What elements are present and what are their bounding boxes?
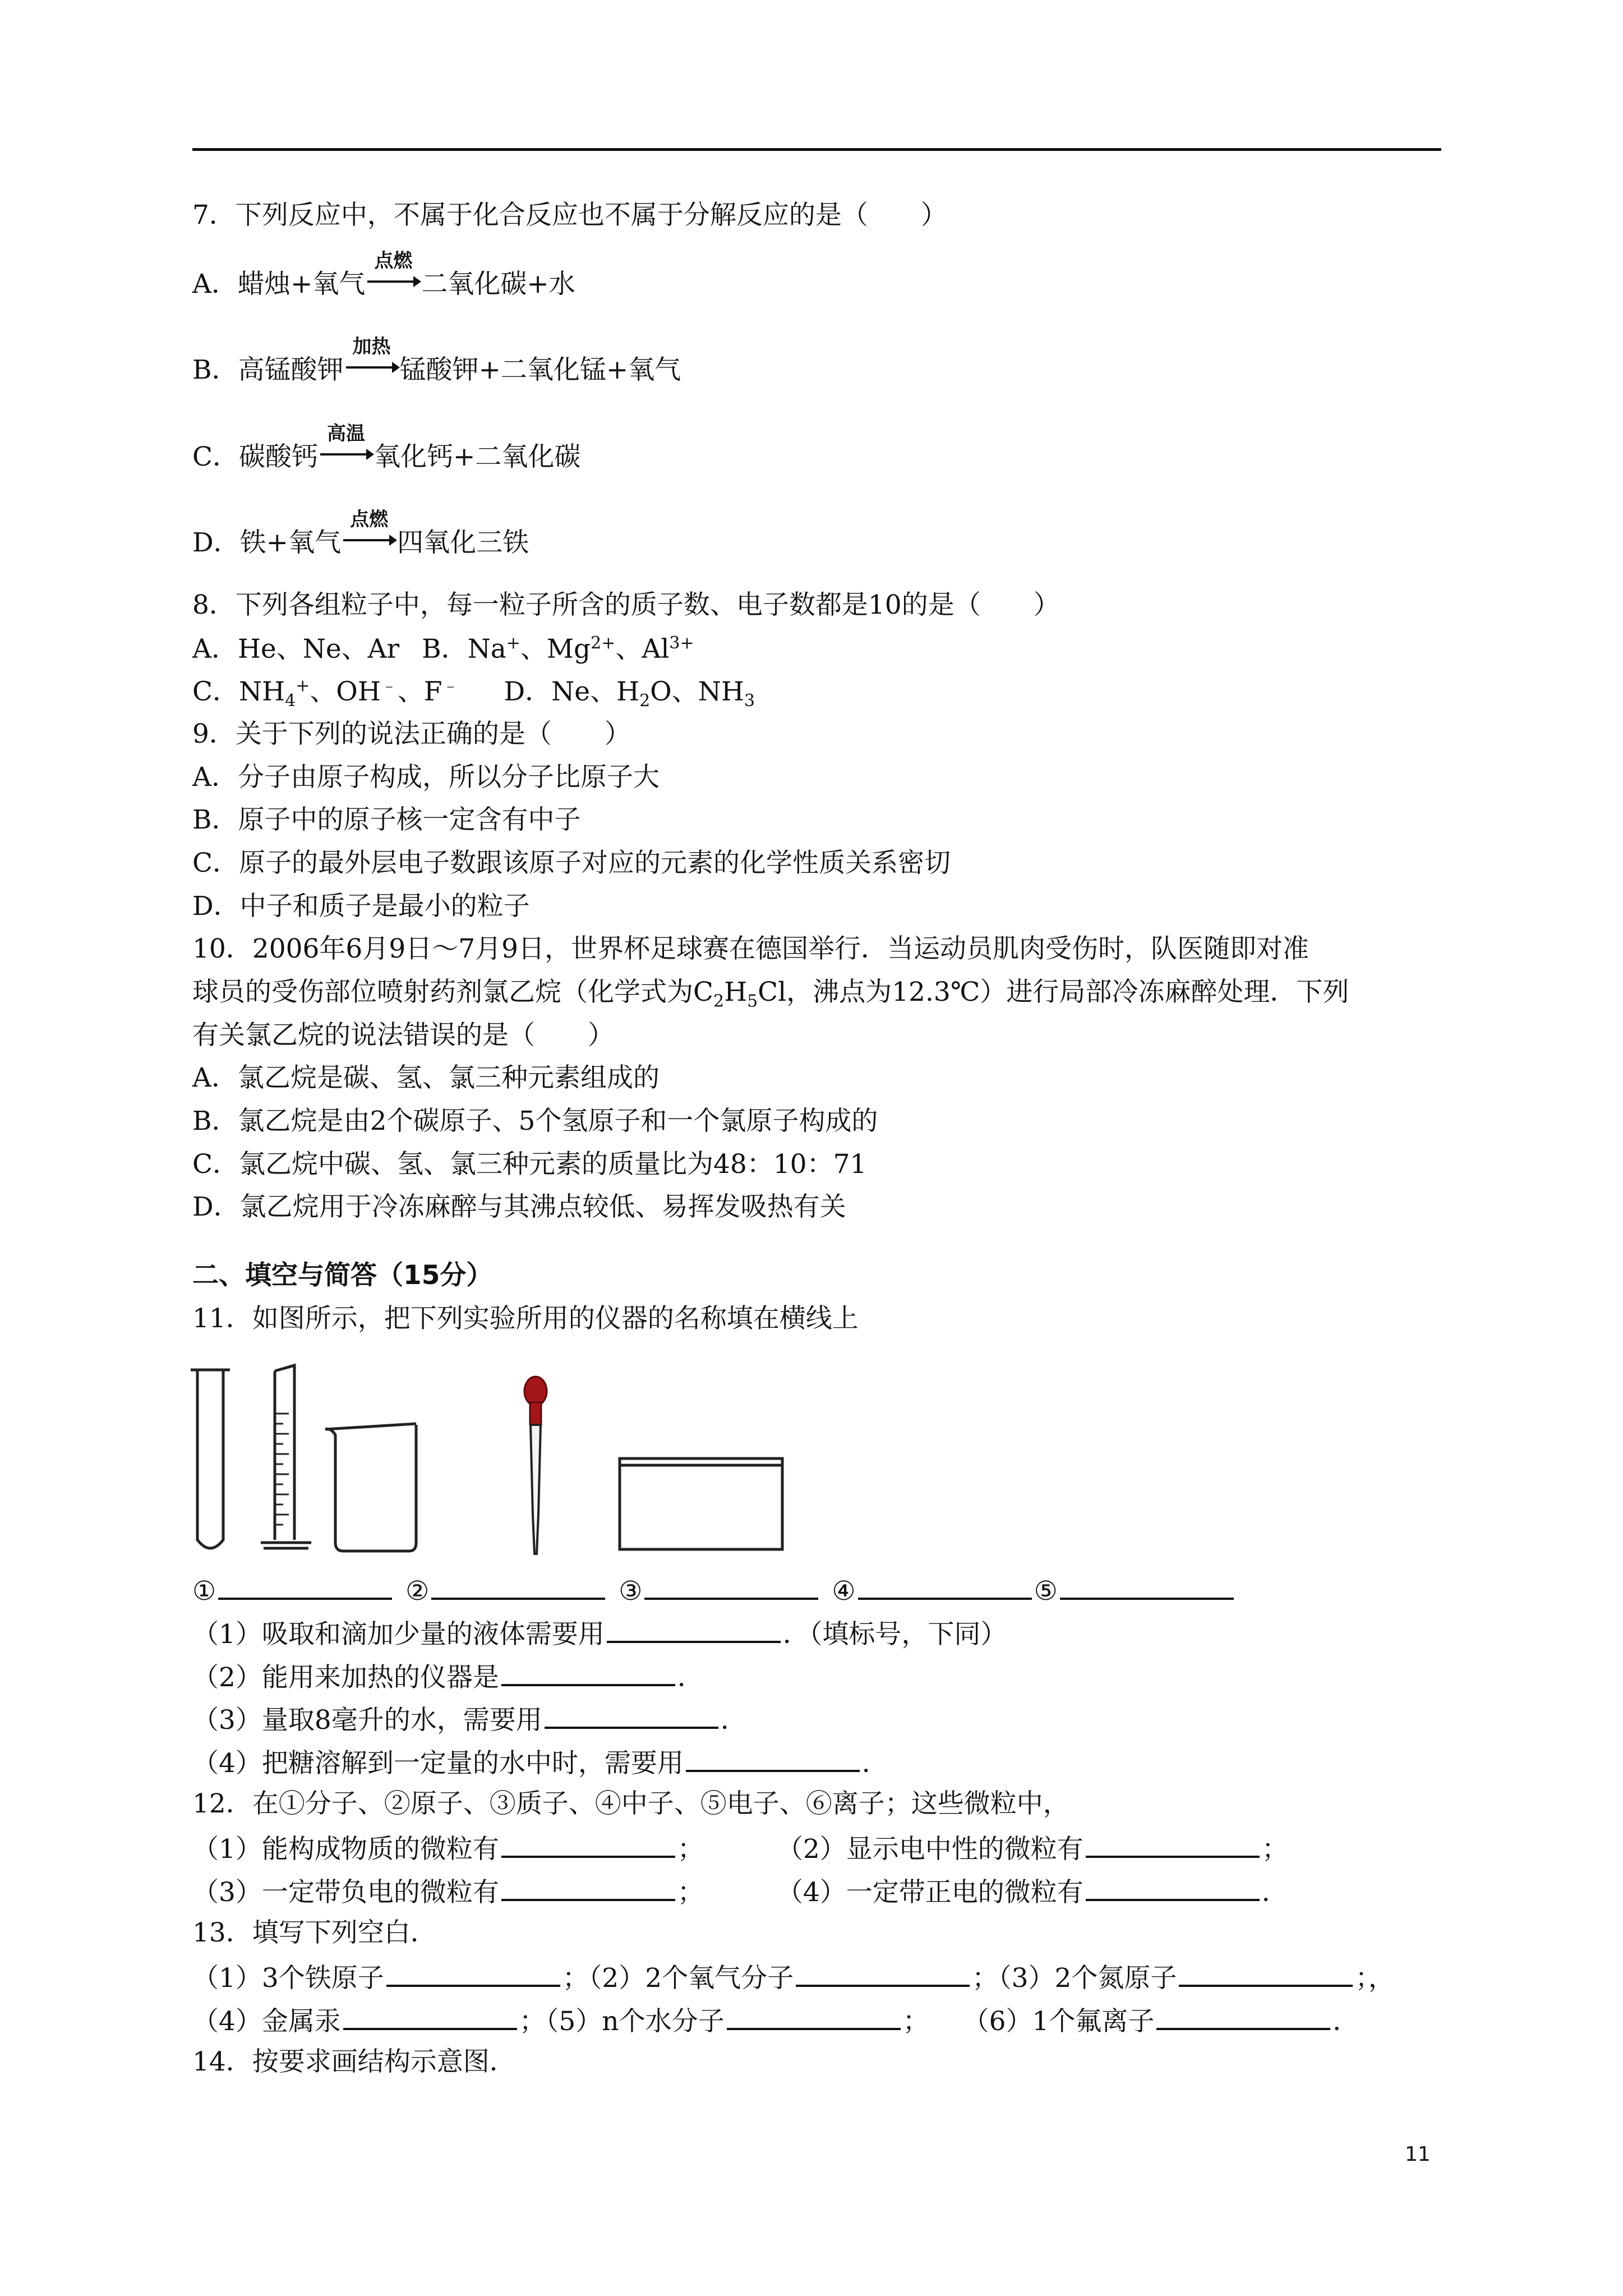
q12-stem: 12．在①分子、②原子、③质子、④中子、⑤电子、⑥离子；这些微粒中， bbox=[192, 1788, 1069, 1819]
q13-row-1: （1）3个铁原子 ；（2）2个氧气分子 ；（3）2个氮原子 ；， bbox=[192, 1963, 1395, 1994]
header-rule bbox=[192, 148, 1441, 151]
trough-icon bbox=[620, 1458, 782, 1549]
q12-row-2: （3）一定带负电的微粒有 ； （4）一定带正电的微粒有 ． bbox=[192, 1877, 1288, 1908]
answer-blank[interactable] bbox=[1060, 1575, 1234, 1600]
q11-stem: 11．如图所示，把下列实验所用的仪器的名称填在横线上 bbox=[192, 1303, 859, 1334]
beaker-icon bbox=[325, 1424, 416, 1551]
q9-option-d: D．中子和质子是最小的粒子 bbox=[192, 891, 530, 922]
q7-option-b: B．高锰酸钾 加热 锰酸钾+二氧化锰+氧气 bbox=[192, 335, 681, 385]
reaction-arrow: 点燃 bbox=[365, 270, 421, 293]
lab-apparatus-figure bbox=[185, 1358, 847, 1565]
q12-row-1: （1）能构成物质的微粒有 ； （2）显示电中性的微粒有 ； bbox=[192, 1834, 1288, 1865]
answer-blank[interactable] bbox=[644, 1575, 818, 1600]
graduated-cylinder-icon bbox=[261, 1365, 311, 1548]
answer-blank[interactable] bbox=[218, 1575, 392, 1600]
q11-sub-1: （1）吸取和滴加少量的液体需要用 ．（填标号，下同） bbox=[192, 1619, 1007, 1650]
q10-stem-line2: 球员的受伤部位喷射药剂氯乙烷（化学式为$C_2H_5Cl$，沸点为12.3℃）进行局部冷冻麻醉处理．下列 bbox=[192, 977, 1349, 1011]
q11-sub-4: （4）把糖溶解到一定量的水中时，需要用 ． bbox=[192, 1748, 888, 1779]
answer-blank[interactable] bbox=[1086, 1833, 1260, 1858]
answer-blank[interactable] bbox=[501, 1876, 675, 1901]
q14-stem: 14．按要求画结构示意图． bbox=[192, 2046, 516, 2077]
q11-blanks-row: ① ② ③ ④ ⑤ bbox=[192, 1575, 1236, 1604]
q10-stem-line3: 有关氯乙烷的说法错误的是（ ） bbox=[192, 1020, 614, 1051]
answer-blank[interactable] bbox=[386, 1962, 560, 1987]
answer-blank[interactable] bbox=[1179, 1962, 1353, 1987]
answer-blank[interactable] bbox=[607, 1618, 781, 1643]
answer-blank[interactable] bbox=[431, 1575, 605, 1600]
q10-option-c: C．氯乙烷中碳、氢、氯三种元素的质量比为48：10：71 bbox=[192, 1149, 867, 1180]
q7-option-d: D．铁+氧气 点燃 四氧化三铁 bbox=[192, 508, 529, 558]
answer-blank[interactable] bbox=[343, 2005, 517, 2030]
answer-blank[interactable] bbox=[1086, 1876, 1260, 1901]
q9-option-b: B．原子中的原子核一定含有中子 bbox=[192, 804, 581, 835]
test-tube-icon bbox=[191, 1370, 230, 1548]
answer-blank[interactable] bbox=[501, 1833, 675, 1858]
q9-stem: 9．关于下列的说法正确的是（ ） bbox=[192, 719, 631, 749]
q9-option-c: C．原子的最外层电子数跟该原子对应的元素的化学性质关系密切 bbox=[192, 848, 951, 878]
q10-option-a: A．氯乙烷是碳、氢、氯三种元素组成的 bbox=[192, 1062, 660, 1093]
q8-options-cd: C．$NH_4^+$、OH﹣、F﹣ D．Ne、$H_2O$、$NH_3$ bbox=[192, 676, 755, 711]
answer-blank[interactable] bbox=[796, 1962, 970, 1987]
q8-stem: 8．下列各组粒子中，每一粒子所含的质子数、电子数都是10的是（ ） bbox=[192, 590, 1060, 620]
q8-options-ab: A．He、Ne、Ar B．Na+、$Mg^{2+}$、$Al^{3+}$ bbox=[192, 633, 694, 665]
reaction-arrow: 高温 bbox=[318, 443, 374, 466]
reaction-arrow: 加热 bbox=[344, 356, 400, 379]
answer-blank[interactable] bbox=[501, 1662, 675, 1686]
q13-row-2: （4）金属汞 ；（5）n个水分子 ； （6）1个氟离子 ． bbox=[192, 2006, 1359, 2037]
q13-stem: 13．填写下列空白． bbox=[192, 1917, 437, 1948]
answer-blank[interactable] bbox=[686, 1747, 860, 1772]
answer-blank[interactable] bbox=[727, 2005, 901, 2030]
answer-blank[interactable] bbox=[1156, 2005, 1330, 2030]
answer-blank[interactable] bbox=[858, 1575, 1032, 1600]
page-number: 11 bbox=[1405, 2143, 1431, 2166]
dropper-icon bbox=[524, 1377, 547, 1554]
q10-option-b: B．氯乙烷是由2个碳原子、5个氢原子和一个氯原子构成的 bbox=[192, 1106, 878, 1137]
section-heading: 二、填空与简答（15分） bbox=[192, 1260, 493, 1291]
q10-stem-line1: 10．2006年6月9日～7月9日，世界杯足球赛在德国举行．当运动员肌肉受伤时，队医随即对准 bbox=[192, 933, 1310, 964]
reaction-arrow: 点燃 bbox=[341, 529, 397, 551]
q7-option-a: A．蜡烛+氧气 点燃 二氧化碳+水 bbox=[192, 250, 575, 300]
q9-option-a: A．分子由原子构成，所以分子比原子大 bbox=[192, 762, 660, 793]
q11-sub-2: （2）能用来加热的仪器是 ． bbox=[192, 1662, 704, 1693]
q7-option-c: C．碳酸钙 高温 氧化钙+二氧化碳 bbox=[192, 422, 581, 472]
q11-sub-3: （3）量取8毫升的水，需要用 ． bbox=[192, 1705, 747, 1736]
answer-blank[interactable] bbox=[545, 1704, 718, 1729]
q10-option-d: D．氯乙烷用于冷冻麻醉与其沸点较低、易挥发吸热有关 bbox=[192, 1191, 846, 1222]
q7-stem: 7．下列反应中，不属于化合反应也不属于分解反应的是（ ） bbox=[192, 200, 947, 231]
